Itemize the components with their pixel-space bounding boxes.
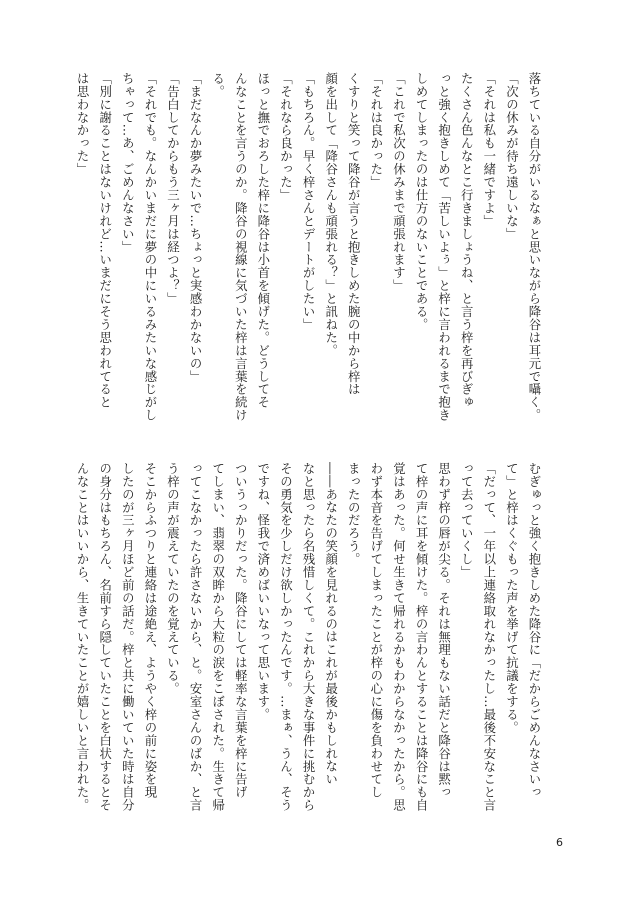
text-line: て」と梓はくぐもった声を挙げて抗議をする。 — [504, 462, 520, 734]
text-line: くすりと笑って降谷が言うと抱きしめた腕の中から梓は — [346, 72, 362, 396]
upper-text-block — [75, 72, 545, 422]
text-line: その勇気を少しだけ欲しかったんです。…まぁ、うん、そう — [278, 462, 294, 812]
text-line: 思わず梓の唇が尖る。それは無理もない話だと降谷は黙っ — [436, 462, 452, 799]
text-line: 顔を出して「降谷さんも頑張れる？」と訊ねた。 — [323, 72, 339, 357]
text-line: の身分はもちろん、名前すら隠していたことを白状するとそ — [97, 462, 113, 812]
text-line: って去っていくし」 — [459, 462, 475, 579]
text-line: ――あなたの笑顔を見れるのはこれが最後かもしれない — [323, 462, 339, 786]
text-line: ついうっかりだった。降谷にしては軽率な言葉を梓に告げ — [233, 462, 249, 799]
text-line: んなことはいいから、生きていたことが嬉しいと言われた。 — [75, 462, 91, 812]
text-line: る。 — [210, 72, 226, 98]
text-line: 「それは私も一緒ですよ」 — [481, 72, 497, 228]
text-line: 「これで私次の休みまで頑張れます」 — [391, 72, 407, 293]
text-line: 「次の休みが待ち遠しいな」 — [504, 72, 520, 241]
text-line: 「それは良かった」 — [368, 72, 384, 189]
text-line: わず本音を告げてしまったことが梓の心に傷を負わせてし — [368, 462, 384, 799]
text-line: 「別に謝ることはないけれど…いまだにそう思われてると — [97, 72, 113, 409]
text-line: 覚はあった。何せ生きて帰れるかもわからなかったから。思 — [391, 462, 407, 812]
text-line: は思わなかった」 — [75, 72, 91, 176]
text-line: ですね、怪我で済めばいいなって思います。 — [255, 462, 271, 721]
text-line: て梓の声に耳を傾けた。梓の言わんとすることは降谷にも自 — [414, 462, 430, 812]
text-line: そこからふつりと連絡は途絶え、ようやく梓の前に姿を現 — [142, 462, 158, 799]
text-line: 「もちろん。早く梓さんとデートがしたい」 — [301, 72, 317, 331]
text-line: なと思ったら名残惜しくて。これから大きな事件に挑むから — [301, 462, 317, 812]
lower-text-block — [75, 462, 545, 812]
text-line: 落ちている自分がいるなぁと思いながら降谷は耳元で囁く。 — [527, 72, 542, 422]
text-line: したのが三ヶ月ほど前の話だ。梓と共に働いていた時は自分 — [120, 462, 136, 812]
text-line: っと強く抱きしめて「苦しいよぅ」と梓に言われるまで抱き — [436, 72, 452, 422]
text-line: ってこなかったら許さないから、と。安室さんのばか、と言 — [188, 462, 204, 812]
text-line: たくさん色んなとこ行きましょうね、と言う梓を再びぎゅ — [459, 72, 475, 409]
text-line: 「まだなんか夢みたいで…ちょっと実感わかないの」 — [188, 72, 204, 383]
text-line: 「それなら良かった」 — [278, 72, 294, 202]
text-line: 「それでも。なんかいまだに夢の中にいるみたいな感じがし — [142, 72, 158, 422]
text-line: ちゃって…あ、ごめんなさい」 — [120, 72, 136, 254]
text-line: しめてしまったのは仕方のないことである。 — [414, 72, 430, 331]
text-line: まったのだろう。 — [346, 462, 362, 566]
text-line: 「告白してからもう三ヶ月は経つよ？」 — [165, 72, 181, 306]
text-line: う梓の声が震えていたのを覚えている。 — [165, 462, 181, 696]
text-line: むぎゅっと強く抱きしめた降谷に「だからごめんなさいっ — [527, 462, 542, 799]
page-number: 6 — [556, 836, 563, 849]
text-line: てしまい、翡翠の双眸から大粒の涙をこぼされた。生きて帰 — [210, 462, 226, 812]
text-line: ほっと撫でおろした梓に降谷は小首を傾げた。どうしてそ — [255, 72, 271, 409]
text-line: 「だって、一年以上連絡取れなかったし…最後不安なこと言 — [481, 462, 497, 812]
text-line: んなことを言うのか。降谷の視線に気づいた梓は言葉を続け — [233, 72, 249, 422]
